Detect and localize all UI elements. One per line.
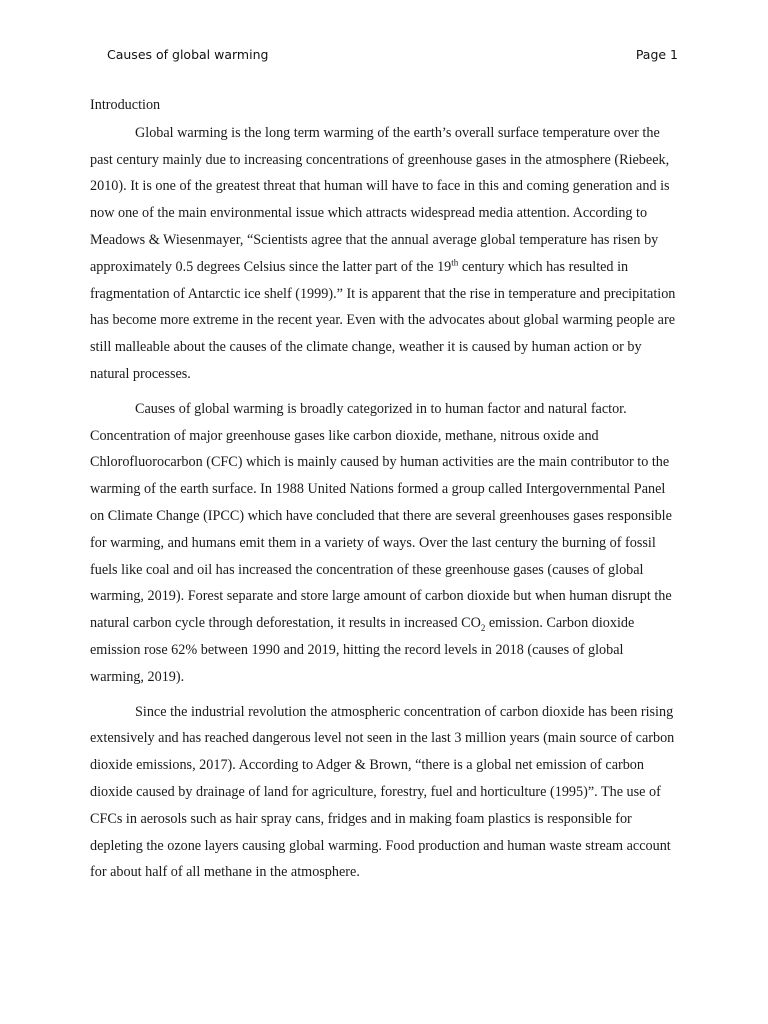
header-title: Causes of global warming	[107, 47, 269, 62]
paragraph-2-text-b: emission. Carbon dioxide emission rose 62% between 1990 and 2019, hitting the record levels in 2018 (causes of global warming, 2019).	[90, 615, 635, 685]
section-heading: Introduction	[90, 97, 161, 113]
paragraph-1	[90, 120, 678, 388]
paragraph-2-text-a: Causes of global warming is broadly categorized in to human factor and natural factor. Concentration of major greenhouse gases like carbon dioxide, methane, nitrous oxide and Chlorofluorocarbon (CFC) which is mainly caused by human activities are the main contributor to the warming of the earth surface. In 1988 United Nations formed a group called Intergovernmental Panel on Climate Change (IPCC) which have concluded that there are several greenhouses gases responsible for warming, and humans emit them in a variety of ways. Over the last century the burning of fossil fuels like coal and oil has increased the concentration of these greenhouse gases (causes of global warming, 2019). Forest separate and store large amount of carbon dioxide but when human disrupt the natural carbon cycle through deforestation, it results in increased CO	[90, 400, 672, 632]
page-number: Page 1	[635, 47, 678, 62]
paragraph-3: Since the industrial revolution the atmospheric concentration of carbon dioxide has been rising extensively and has reached dangerous level not seen in the last 3 million years (main source of carbon dioxide emissions, 2017). According to Adger & Brown, “there is a global net emission of carbon dioxide caused by drainage of land for agriculture, forestry, fuel and horticulture (1995)”. The use of CFCs in aerosols such as hair spray cans, fridges and in making foam plastics is responsible for depleting the ozone layers causing global warming. Food production and human waste stream account for about half of all methane in the atmosphere.	[90, 703, 675, 881]
co2-subscript: 2	[480, 622, 486, 633]
paragraph-2	[90, 396, 678, 691]
document-body	[90, 92, 678, 894]
paragraph-1-text-a: Global warming is the long term warming of the earth’s overall surface temperature over the past century mainly due to increasing concentrations of greenhouse gases in the atmosphere (Riebeek, 2010). It is one of the greatest threat that human will have to face in this and coming generation and is now one of the main environmental issue which attracts widespread media attention. According to Meadows & Wiesenmayer, “Scientists agree that the annual average global temperature has risen by approximately 0.5 degrees Celsius since the latter part of the 19	[90, 124, 670, 275]
paragraph-1-text-b: century which has resulted in fragmentation of Antarctic ice shelf (1999).” It is apparent that the rise in temperature and precipitation has become more extreme in the recent year. Even with the advocates about global warming people are still malleable about the causes of the climate change, weather it is caused by human action or by natural processes.	[90, 258, 676, 382]
page-header	[107, 47, 678, 67]
ordinal-superscript: th	[451, 257, 459, 268]
